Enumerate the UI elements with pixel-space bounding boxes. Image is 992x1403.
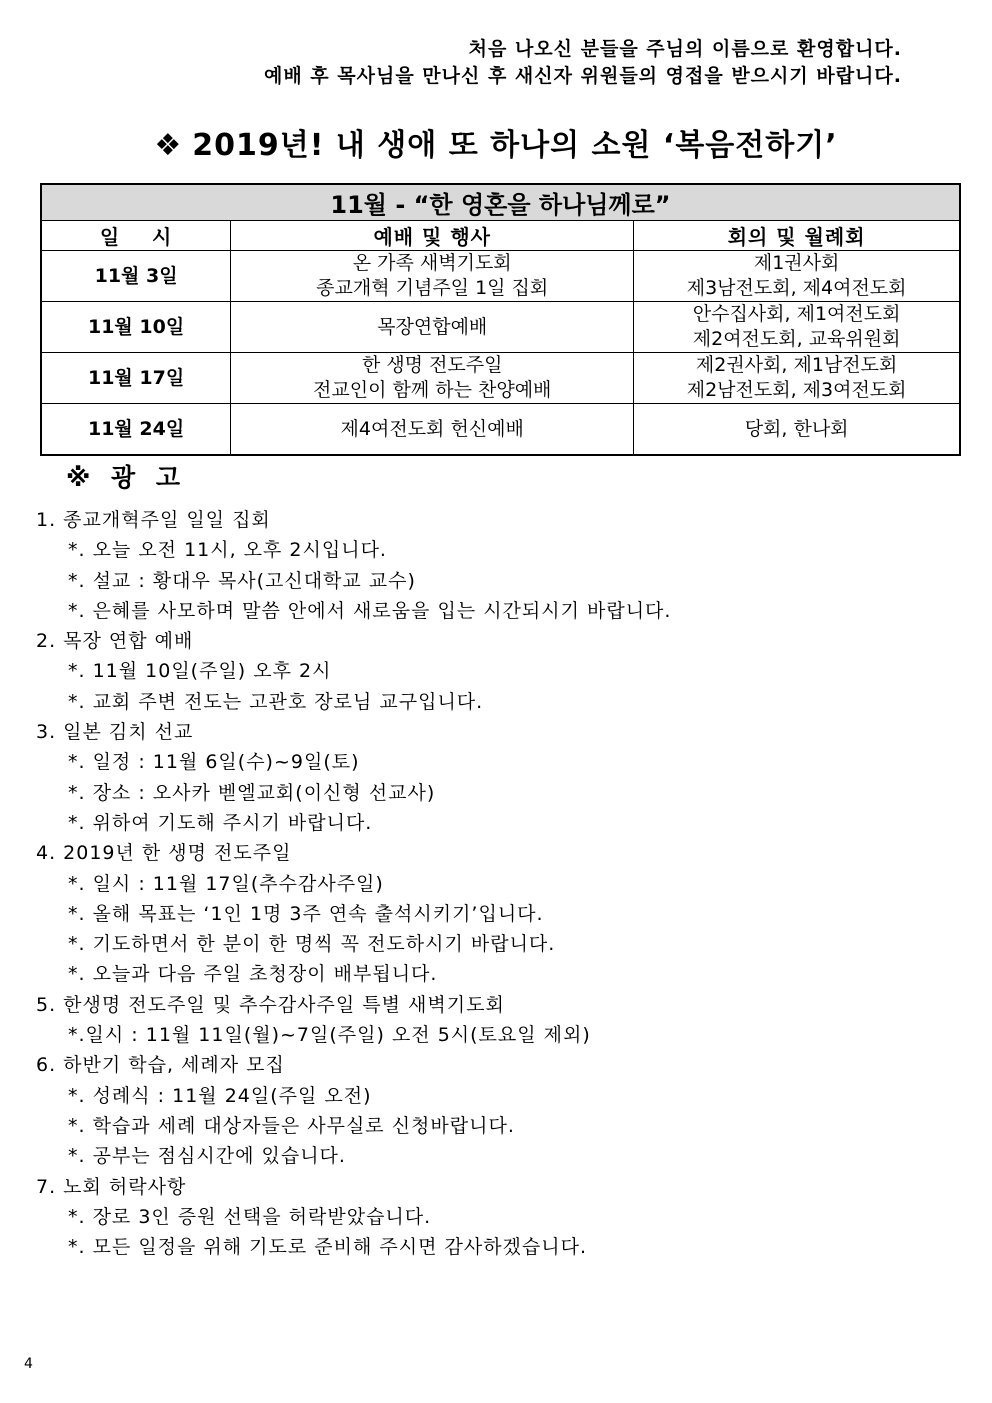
row-event: 목장연합예배 xyxy=(231,302,634,353)
item-detail: *. 오늘과 다음 주일 초청장이 배부됩니다. xyxy=(68,963,438,986)
item-detail: *. 학습과 세례 대상자들은 사무실로 신청바랍니다. xyxy=(68,1114,515,1137)
header-event: 예배 및 행사 xyxy=(231,221,634,251)
item-detail: *. 장소 : 오사카 벧엘교회(이신형 선교사) xyxy=(68,781,436,804)
item-detail: *. 장로 3인 증원 선택을 허락받았습니다. xyxy=(68,1205,432,1228)
row-date: 11월 3일 xyxy=(41,251,231,302)
month-title: 11월 - “한 영혼을 하나님께로” xyxy=(41,184,960,221)
row-date: 11월 17일 xyxy=(41,353,231,404)
meeting-line: 제1권사회 xyxy=(753,252,840,274)
list-item xyxy=(36,505,671,626)
item-detail: *. 기도하면서 한 분이 한 명씩 꼭 전도하시기 바랍니다. xyxy=(68,933,556,956)
table-row xyxy=(41,353,960,404)
row-meeting xyxy=(634,353,960,404)
item-detail: *. 교회 주변 전도는 고관호 장로님 교구입니다. xyxy=(68,690,484,713)
announcements-title: ※ 광 고 xyxy=(66,463,187,492)
row-event xyxy=(231,353,634,404)
meeting-line: 제2남전도회, 제3여전도회 xyxy=(686,379,907,401)
row-date: 11월 24일 xyxy=(41,404,231,456)
row-meeting xyxy=(634,251,960,302)
item-detail: *. 은혜를 사모하며 말씀 안에서 새로움을 입는 시간되시기 바랍니다. xyxy=(68,599,672,622)
headline-text: 2019년! 내 생애 또 하나의 소원 ‘복음전하기’ xyxy=(192,128,838,163)
welcome-line-1: 처음 나오신 분들을 주님의 이름으로 환영합니다. xyxy=(468,38,902,60)
item-detail: *. 올해 목표는 ‘1인 1명 3주 연속 출석시키기’입니다. xyxy=(68,902,544,925)
event-line: 온 가족 새벽기도회 xyxy=(352,252,512,274)
list-item xyxy=(36,1172,671,1263)
row-date: 11월 10일 xyxy=(41,302,231,353)
item-detail: *. 설교 : 황대우 목사(고신대학교 교수) xyxy=(68,569,416,592)
list-item xyxy=(36,1050,671,1171)
meeting-line: 제2여전도회, 교육위원회 xyxy=(692,328,901,350)
page-number: 4 xyxy=(24,1356,33,1372)
header-meeting: 회의 및 월례회 xyxy=(634,221,960,251)
item-detail: *. 성례식 : 11월 24일(주일 오전) xyxy=(68,1084,372,1107)
item-title: 4. 2019년 한 생명 전도주일 xyxy=(36,842,292,865)
item-detail: *. 일시 : 11월 17일(추수감사주일) xyxy=(68,872,384,895)
schedule-table xyxy=(40,183,961,456)
meeting-line: 안수집사회, 제1여전도회 xyxy=(692,303,901,325)
item-title: 6. 하반기 학습, 세례자 모집 xyxy=(36,1054,285,1077)
item-detail: *. 위하여 기도해 주시기 바랍니다. xyxy=(68,811,373,834)
item-title: 5. 한생명 전도주일 및 추수감사주일 특별 새벽기도회 xyxy=(36,993,505,1016)
header-date: 일 시 xyxy=(41,221,231,251)
item-title: 1. 종교개혁주일 일일 집회 xyxy=(36,509,271,531)
table-row xyxy=(41,251,960,302)
item-detail: *. 11월 10일(주일) 오후 2시 xyxy=(68,660,332,683)
item-detail: *.일시 : 11월 11일(월)~7일(주일) 오전 5시(토요일 제외) xyxy=(68,1024,591,1047)
item-title: 7. 노회 허락사항 xyxy=(36,1175,187,1198)
item-detail: *. 오늘 오전 11시, 오후 2시입니다. xyxy=(68,539,387,562)
row-meeting xyxy=(634,302,960,353)
row-meeting: 당회, 한나회 xyxy=(634,404,960,456)
table-row xyxy=(41,302,960,353)
diamond-icon: ❖ xyxy=(154,128,183,163)
welcome-line-2: 예배 후 목사님을 만나신 후 새신자 위원들의 영접을 받으시기 바랍니다. xyxy=(263,65,902,87)
announcements-list xyxy=(36,505,671,1262)
event-line: 전교인이 함께 하는 찬양예배 xyxy=(313,379,552,401)
table-row xyxy=(41,404,960,456)
list-item xyxy=(36,990,671,1051)
item-detail: *. 일정 : 11월 6일(수)~9일(토) xyxy=(68,751,360,774)
row-event: 제4여전도회 헌신예배 xyxy=(231,404,634,456)
welcome-message xyxy=(264,36,902,90)
event-line: 한 생명 전도주일 xyxy=(361,354,503,376)
list-item xyxy=(36,838,671,989)
event-line: 종교개혁 기념주일 1일 집회 xyxy=(316,277,549,299)
item-title: 3. 일본 김치 선교 xyxy=(36,721,194,744)
item-detail: *. 공부는 점심시간에 있습니다. xyxy=(68,1145,346,1168)
item-detail: *. 모든 일정을 위해 기도로 준비해 주시면 감사하겠습니다. xyxy=(68,1236,587,1259)
page-headline xyxy=(0,120,992,164)
list-item xyxy=(36,626,671,717)
row-event xyxy=(231,251,634,302)
list-item xyxy=(36,717,671,838)
item-title: 2. 목장 연합 예배 xyxy=(36,630,194,653)
meeting-line: 제2권사회, 제1남전도회 xyxy=(695,354,898,376)
meeting-line: 제3남전도회, 제4여전도회 xyxy=(686,277,907,299)
